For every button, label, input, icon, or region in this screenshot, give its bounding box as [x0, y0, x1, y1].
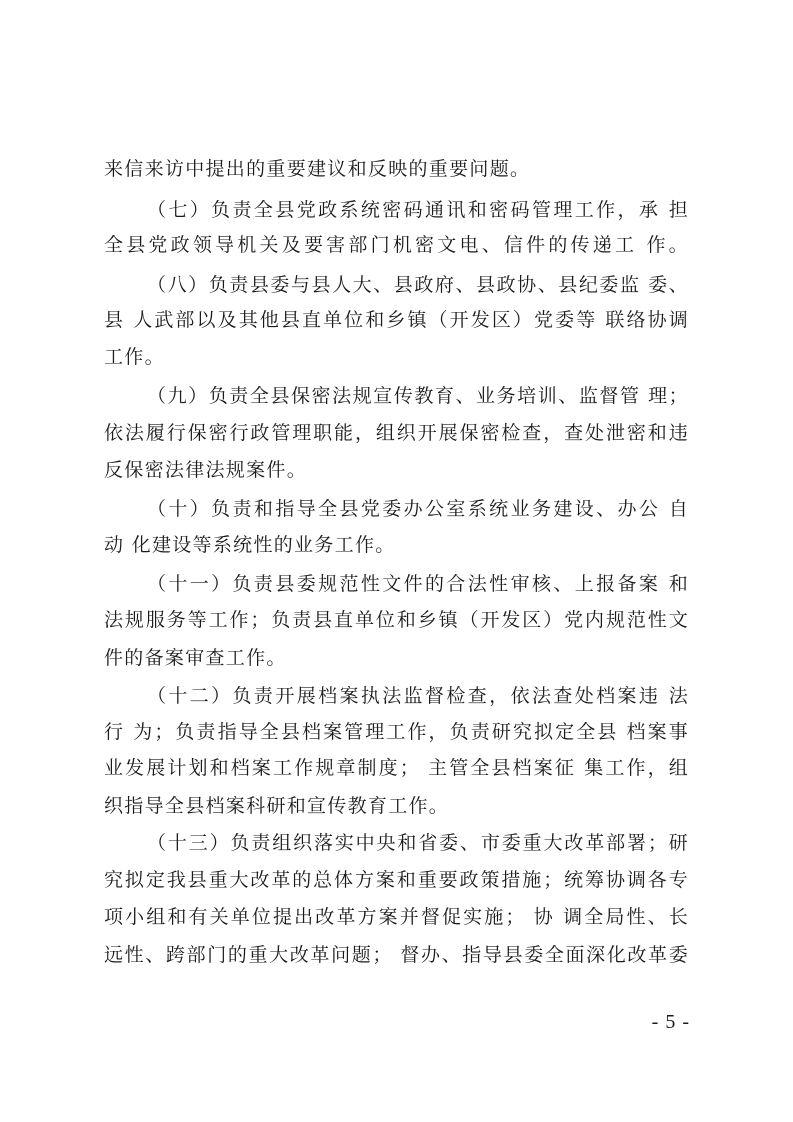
text-line: 织指导全县档案科研和宣传教育工作。 — [104, 795, 450, 817]
paragraph-13-line-1: （十三）负责组织落实中央和省委、市委重大改革部署；研 — [147, 832, 689, 854]
text-line: 县 人武部以及其他县直单位和乡镇（开发区）党委等 联络协调 — [104, 309, 689, 331]
text-line: 行 为；负责指导全县档案管理工作，负责研究拟定全县 档案事 — [104, 721, 689, 743]
text-line: 业发展计划和档案工作规章制度； 主管全县档案征 集工作，组 — [104, 757, 689, 779]
paragraph-11-line-1: （十一）负责县委规范性文件的合法性审核、上报备案 和 — [147, 573, 689, 595]
text-line: 项小组和有关单位提出改革方案并督促实施； 协 调全局性、长 — [104, 906, 689, 928]
paragraph-7-line-1: （七）负责全县党政系统密码通讯和密码管理工作，承 担 — [147, 199, 689, 221]
text-line: 依法履行保密行政管理职能，组织开展保密检查，查处泄密和违 — [104, 422, 689, 444]
paragraph-12-line-1: （十二）负责开展档案执法监督检查，依法查处档案违 法 — [147, 685, 689, 707]
text-line: 远性、跨部门的重大改革问题； 督办、指导县委全面深化改革委 — [104, 944, 689, 966]
text-line: 工作。 — [104, 346, 165, 368]
text-line: 来信来访中提出的重要建议和反映的重要问题。 — [104, 158, 531, 180]
page-number: - 5 - — [651, 1011, 690, 1033]
text-line: 究拟定我县重大改革的总体方案和重要政策措施；统筹协调各专 — [104, 869, 689, 891]
text-line: 反保密法律法规案件。 — [104, 459, 308, 481]
paragraph-8-line-1: （八）负责县委与县人大、县政府、县政协、县纪委监 委、 — [147, 274, 689, 296]
paragraph-10-line-1: （十）负责和指导全县党委办公室系统业务建设、办公 自 — [147, 498, 689, 520]
text-line: 件的备案审查工作。 — [104, 647, 287, 669]
paragraph-9-line-1: （九）负责全县保密法规宣传教育、业务培训、监督管 理； — [147, 385, 689, 407]
text-line: 全县党政领导机关及要害部门机密文电、信件的传递工 作。 — [104, 234, 689, 256]
text-line: 动 化建设等系统性的业务工作。 — [104, 534, 396, 556]
text-line: 法规服务等工作；负责县直单位和乡镇（开发区）党内规范性文 — [104, 609, 689, 631]
